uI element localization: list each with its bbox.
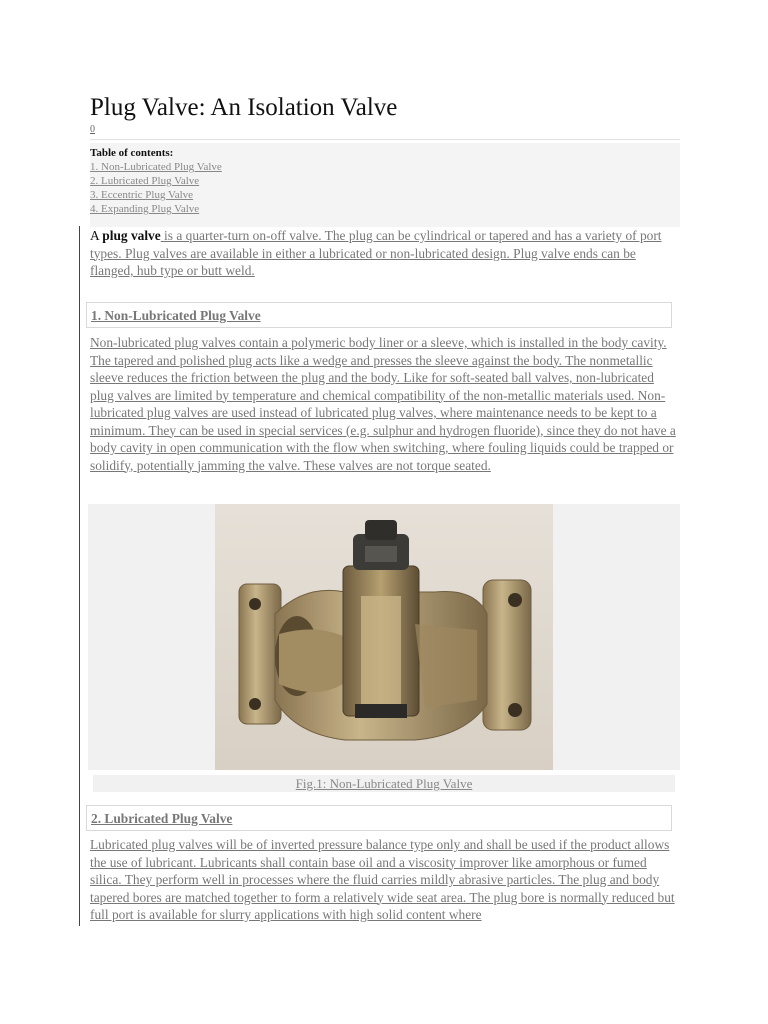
section-body-non-lubricated — [90, 334, 680, 474]
section-body-text[interactable]: Lubricated plug valves will be of inverted pressure balance type only and shall be used if the product allows the use of lubricant. Lubricants shall contain base oil and a viscosity improver like amorphous or fumed silica. They perform well in processes where the fluid carries mildly abrasive particles. The plug and body tapered bores are matched together to form a relatively wide seat area. The plug bore is normally reduced but full port is available for slurry applications with high solid content where — [90, 837, 675, 922]
figure-caption-bar — [93, 775, 675, 792]
toc-link-non-lubricated[interactable]: 1. Non-Lubricated Plug Valve — [90, 161, 222, 173]
intro-text[interactable]: is a quarter-turn on-off valve. The plug can be cylindrical or tapered and has a variety of port types. Plug valves are available in either a lubricated or non-lubricated design. Plug valve ends can be flanged, hub type or butt weld. — [90, 228, 662, 278]
page-title: Plug Valve: An Isolation Valve — [90, 94, 398, 121]
toc-title: Table of contents: — [90, 147, 174, 159]
section-heading-lubricated[interactable] — [86, 805, 672, 831]
title-divider — [90, 139, 680, 140]
table-of-contents — [90, 143, 680, 227]
valve-photo — [215, 504, 553, 770]
section-body-text[interactable]: Non-lubricated plug valves contain a polymeric body liner or a sleeve, which is installed in the body cavity. The tapered and polished plug acts like a wedge and presses the sleeve against the body. The nonmetallic sleeve reduces the friction between the plug and the body. Like for soft-seated ball valves, non-lubricated plug valves are limited by temperature and chemical compatibility of the non-metallic materials used. Non-lubricated plug valves are used instead of lubricated plug valves, where maintenance needs to be kept to a minimum. They can be used in special services (e.g. sulphur and hydrogen fluoride), since they do not have a body cavity in open communication with the flow when switching, where fouling liquids could be trapped or solidify, potentially jamming the valve. These valves are not torque seated. — [90, 335, 676, 473]
toc-link-lubricated[interactable]: 2. Lubricated Plug Valve — [90, 175, 200, 187]
toc-link-expanding[interactable]: 4. Expanding Plug Valve — [90, 203, 200, 215]
comment-count-link[interactable]: 0 — [90, 124, 95, 135]
section-heading-text: 2. Lubricated Plug Valve — [91, 811, 233, 826]
toc-link-eccentric[interactable]: 3. Eccentric Plug Valve — [90, 189, 194, 201]
left-margin-rule — [79, 226, 80, 926]
intro-paragraph — [90, 227, 680, 280]
section-heading-text: 1. Non-Lubricated Plug Valve — [91, 308, 261, 323]
intro-lead: A — [90, 228, 103, 243]
figure-area — [88, 504, 680, 770]
intro-bold-term: plug valve — [102, 228, 161, 243]
section-body-lubricated — [90, 836, 680, 924]
section-heading-non-lubricated[interactable] — [86, 302, 672, 328]
figure-caption[interactable]: Fig.1: Non-Lubricated Plug Valve — [295, 776, 473, 791]
